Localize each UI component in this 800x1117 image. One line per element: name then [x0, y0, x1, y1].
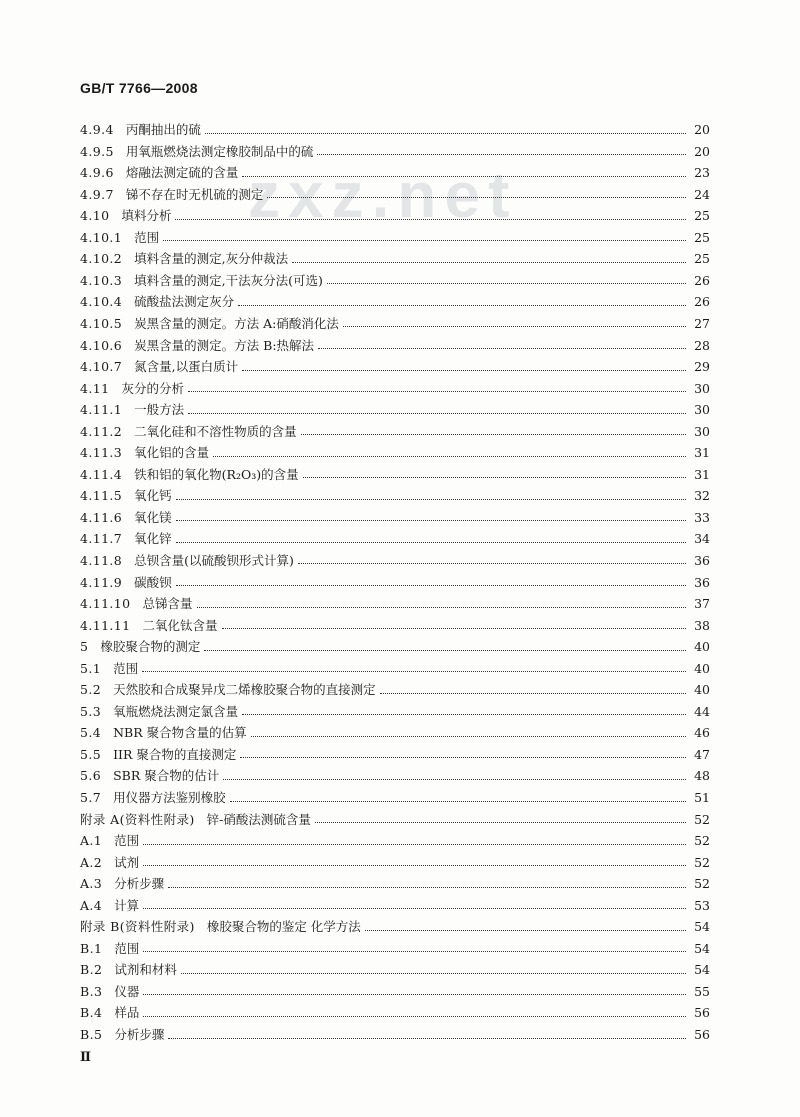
- dot-leader: [238, 305, 686, 306]
- toc-entry-title: 铁和铝的氧化物(R₂O₃)的含量: [134, 466, 299, 482]
- toc-entry[interactable]: [80, 632, 710, 654]
- toc-entry-page: 32: [694, 488, 710, 504]
- toc-entry-title: 填料含量的测定,干法灰分法(可选): [134, 272, 323, 288]
- toc-entry-title: 熔融法测定硫的含量: [125, 165, 239, 181]
- toc-entry-title: 锑不存在时无机硫的测定: [125, 186, 264, 202]
- toc-entry[interactable]: [80, 438, 710, 460]
- toc-entry-page: 37: [694, 596, 710, 612]
- toc-entry-title: 氮含量,以蛋白质计: [134, 359, 239, 375]
- toc-entry-page: 30: [694, 380, 710, 396]
- toc-entry[interactable]: [80, 697, 710, 719]
- toc-entry-title: 范围: [113, 660, 139, 676]
- toc-entry-title: SBR 聚合物的估计: [113, 768, 220, 784]
- toc-entry-page: 47: [694, 746, 710, 762]
- toc-entry[interactable]: [80, 223, 710, 245]
- toc-entry-page: 36: [694, 574, 710, 590]
- toc-entry-page: 53: [694, 897, 710, 913]
- toc-entry-page: 40: [694, 660, 710, 676]
- toc-entry-number: 4.11.10: [80, 596, 131, 612]
- toc-entry[interactable]: [80, 546, 710, 568]
- toc-entry-title: 二氧化硅和不溶性物质的含量: [134, 423, 297, 439]
- toc-entry-title: 计算: [114, 897, 140, 913]
- dot-leader: [240, 757, 686, 758]
- dot-leader: [242, 176, 686, 177]
- toc-entry-title: 分析步骤: [114, 1027, 165, 1043]
- toc-entry[interactable]: [80, 158, 710, 180]
- toc-entry-number: 4.11.8: [80, 552, 123, 568]
- toc-entry-page: 31: [694, 466, 710, 482]
- toc-entry-number: 附录 B(资料性附录): [80, 919, 195, 935]
- dot-leader: [315, 822, 686, 823]
- toc-entry[interactable]: [80, 481, 710, 503]
- toc-entry-title: 范围: [134, 229, 160, 245]
- toc-entry[interactable]: [80, 589, 710, 611]
- toc-entry[interactable]: [80, 137, 710, 159]
- toc-entry-number: 4.10: [80, 208, 110, 224]
- toc-entry-number: B.5: [80, 1027, 103, 1043]
- dot-leader: [168, 1038, 686, 1039]
- toc-entry[interactable]: [80, 955, 710, 977]
- toc-entry-title: 范围: [114, 940, 140, 956]
- toc-entry[interactable]: [80, 611, 710, 633]
- watermark: zxz.net: [248, 159, 518, 231]
- toc-entry-page: 54: [694, 962, 710, 978]
- dot-leader: [204, 650, 686, 651]
- toc-entry-title: 用仪器方法鉴别橡胶: [113, 790, 226, 805]
- toc-entry[interactable]: [80, 180, 710, 202]
- toc-entry-page: 52: [694, 854, 710, 870]
- dot-leader: [242, 714, 686, 715]
- toc-entry-title: 氧化锌: [134, 531, 172, 547]
- dot-leader: [317, 154, 686, 155]
- toc-entry[interactable]: [80, 761, 710, 783]
- toc-entry-title: NBR 聚合物含量的估算: [113, 725, 247, 741]
- toc-entry-page: 28: [694, 337, 710, 353]
- toc-entry-number: 4.11.1: [80, 402, 123, 418]
- toc-entry-number: 4.10.3: [80, 272, 123, 288]
- toc-entry[interactable]: [80, 287, 710, 309]
- toc-entry-page: 25: [694, 208, 710, 224]
- toc-entry-title: 二氧化钛含量: [142, 617, 218, 633]
- dot-leader: [251, 736, 686, 737]
- toc-entry-number: 5.2: [80, 682, 102, 698]
- dot-leader: [318, 348, 686, 349]
- toc-entry-page: 54: [694, 940, 710, 956]
- toc-entry-number: 4.11.3: [80, 445, 123, 461]
- page-number: Ⅱ: [80, 1050, 91, 1065]
- dot-leader: [143, 1016, 686, 1017]
- toc-entry-number: 4.11.9: [80, 574, 123, 590]
- toc-entry[interactable]: [80, 805, 710, 827]
- toc-entry[interactable]: [80, 826, 710, 848]
- toc-entry-number: 5.6: [80, 768, 102, 784]
- toc-entry-number: 4.9.5: [80, 143, 114, 159]
- toc-entry[interactable]: [80, 244, 710, 266]
- dot-leader: [327, 283, 686, 284]
- toc-entry-title: 范围: [114, 833, 140, 849]
- toc-entry-page: 38: [694, 617, 710, 633]
- toc-entry[interactable]: [80, 395, 710, 417]
- toc-entry-number: 5.1: [80, 660, 102, 676]
- toc-entry-number: 4.11.11: [80, 617, 131, 633]
- dot-leader: [230, 801, 686, 802]
- toc-entry-title: 炭黑含量的测定。方法 B:热解法: [134, 337, 315, 353]
- toc-entry-number: B.1: [80, 940, 103, 956]
- toc-entry-number: A.2: [80, 854, 103, 870]
- toc-entry-page: 34: [694, 531, 710, 547]
- toc-entry[interactable]: [80, 417, 710, 439]
- dot-leader: [143, 844, 686, 845]
- toc-entry-title: 用氧瓶燃烧法测定橡胶制品中的硫: [125, 143, 314, 159]
- toc-entry[interactable]: [80, 460, 710, 482]
- toc-entry-page: 36: [694, 552, 710, 568]
- toc-entry-title: 橡胶聚合物的鉴定 化学方法: [206, 919, 361, 935]
- dot-leader: [168, 887, 686, 888]
- toc-entry-page: 56: [694, 1005, 710, 1021]
- toc-entry[interactable]: [80, 934, 710, 956]
- toc-entry-page: 23: [694, 165, 710, 181]
- toc-entry-title: 试剂: [114, 854, 140, 870]
- toc-entry-number: 4.10.6: [80, 337, 123, 353]
- toc-entry[interactable]: [80, 524, 710, 546]
- toc-entry[interactable]: [80, 718, 710, 740]
- toc-entry-title: 锌-硝酸法测硫含量: [206, 811, 311, 827]
- toc-entry[interactable]: [80, 115, 710, 137]
- toc-entry-title: 硫酸盐法测定灰分: [134, 294, 235, 310]
- toc-entry-number: 5.5: [80, 746, 102, 762]
- toc-entry-number: A.1: [80, 833, 103, 849]
- toc-entry[interactable]: [80, 675, 710, 697]
- dot-leader: [175, 219, 686, 220]
- toc-entry-title: 试剂和材料: [114, 962, 177, 978]
- toc-entry-title: 灰分的分析: [121, 380, 184, 396]
- toc-entry[interactable]: [80, 374, 710, 396]
- toc-entry-number: 4.10.1: [80, 229, 123, 245]
- toc-entry[interactable]: [80, 783, 710, 805]
- toc-entry-page: 46: [694, 725, 710, 741]
- dot-leader: [163, 240, 686, 241]
- dot-leader: [188, 413, 686, 414]
- toc-entry-page: 29: [694, 359, 710, 375]
- toc-entry[interactable]: [80, 912, 710, 934]
- dot-leader: [176, 542, 686, 543]
- toc-entry-title: 氧化铝的含量: [134, 445, 210, 461]
- toc-entry-title: 天然胶和合成聚异戊二烯橡胶聚合物的直接测定: [113, 682, 376, 698]
- toc-entry-page: 25: [694, 251, 710, 267]
- toc-entry-page: 26: [694, 272, 710, 288]
- toc-entry-number: 4.10.7: [80, 359, 123, 375]
- toc-entry-number: 4.11.7: [80, 531, 123, 547]
- toc-entry-title: IIR 聚合物的直接测定: [113, 746, 237, 762]
- dot-leader: [267, 197, 686, 198]
- toc-entry-number: 5.7: [80, 790, 102, 805]
- dot-leader: [213, 456, 686, 457]
- toc-entry-number: 4.11.2: [80, 423, 123, 439]
- dot-leader: [181, 973, 686, 974]
- toc-entry-number: B.4: [80, 1005, 103, 1021]
- toc-entry-page: 56: [694, 1027, 710, 1043]
- toc-entry-title: 样品: [114, 1005, 140, 1021]
- toc-entry[interactable]: [80, 977, 710, 999]
- toc-entry-number: 附录 A(资料性附录): [80, 811, 195, 827]
- toc-entry-page: 55: [694, 983, 710, 999]
- toc-entry-page: 30: [694, 402, 710, 418]
- toc-entry-title: 橡胶聚合物的测定: [100, 639, 201, 655]
- dot-leader: [205, 133, 686, 134]
- dot-leader: [197, 607, 686, 608]
- dot-leader: [143, 951, 686, 952]
- toc-entry-number: 5.4: [80, 725, 102, 741]
- toc-entry-page: 52: [694, 833, 710, 849]
- toc-entry-title: 氧化镁: [134, 509, 172, 525]
- dot-leader: [380, 693, 686, 694]
- toc-entry-title: 碳酸钡: [134, 574, 172, 590]
- toc-entry-number: 4.9.6: [80, 165, 114, 181]
- toc-entry-number: 5: [80, 639, 89, 655]
- dot-leader: [298, 563, 686, 564]
- toc-entry-number: B.3: [80, 983, 103, 999]
- toc-entry-number: 4.11.4: [80, 466, 123, 482]
- dot-leader: [303, 477, 686, 478]
- toc-entry-title: 填料分析: [121, 208, 172, 224]
- toc-entry-page: 24: [694, 186, 710, 202]
- toc-entry-number: A.3: [80, 876, 103, 892]
- toc-entry[interactable]: [80, 848, 710, 870]
- toc-entry-page: 25: [694, 229, 710, 245]
- toc-entry-page: 54: [694, 919, 710, 935]
- toc-entry-page: 40: [694, 682, 710, 698]
- toc-entry-number: 5.3: [80, 703, 102, 719]
- toc-entry-page: 40: [694, 639, 710, 655]
- dot-leader: [301, 434, 686, 435]
- dot-leader: [292, 262, 686, 263]
- toc-entry-page: 26: [694, 294, 710, 310]
- toc-entry-title: 氧瓶燃烧法测定氯含量: [113, 703, 239, 719]
- toc-entry[interactable]: [80, 567, 710, 589]
- dot-leader: [188, 391, 686, 392]
- dot-leader: [365, 930, 686, 931]
- toc-entry[interactable]: [80, 330, 710, 352]
- toc-entry-title: 分析步骤: [114, 876, 165, 892]
- toc-entry-title: 总锑含量: [142, 596, 193, 612]
- toc-entry[interactable]: [80, 309, 710, 331]
- dot-leader: [143, 908, 686, 909]
- toc-entry-number: 4.10.2: [80, 251, 123, 267]
- toc-entry-title: 氧化钙: [134, 488, 172, 504]
- toc-entry-page: 52: [694, 811, 710, 827]
- toc-entry-page: 48: [694, 768, 710, 784]
- toc-entry-number: 4.9.7: [80, 186, 114, 202]
- toc-entry-page: 30: [694, 423, 710, 439]
- toc-entry[interactable]: [80, 201, 710, 223]
- toc-entry-page: 51: [694, 790, 710, 805]
- dot-leader: [143, 994, 686, 995]
- toc-entry-number: A.4: [80, 897, 103, 913]
- toc-entry-title: 丙酮抽出的硫: [125, 122, 201, 138]
- toc-entry-number: 4.9.4: [80, 122, 114, 138]
- toc-entry[interactable]: [80, 352, 710, 374]
- toc-entry-number: B.2: [80, 962, 103, 978]
- toc-entry[interactable]: [80, 503, 710, 525]
- toc-entry-title: 一般方法: [134, 402, 185, 418]
- toc-entry-number: 4.11.6: [80, 509, 123, 525]
- toc-entry-number: 4.11: [80, 380, 110, 396]
- toc-entry-page: 44: [694, 703, 710, 719]
- toc-entry-page: 52: [694, 876, 710, 892]
- dot-leader: [223, 779, 686, 780]
- toc-entry-number: 4.10.4: [80, 294, 123, 310]
- toc-entry-page: 20: [694, 143, 710, 159]
- toc-entry-number: 4.11.5: [80, 488, 123, 504]
- toc-entry-title: 仪器: [114, 983, 140, 999]
- toc-entry[interactable]: [80, 869, 710, 891]
- toc-entry-title: 总钡含量(以硫酸钡形式计算): [134, 552, 294, 568]
- toc-entry[interactable]: [80, 998, 710, 1020]
- table-of-contents: [80, 115, 710, 1042]
- toc-entry[interactable]: [80, 891, 710, 913]
- toc-entry-title: 炭黑含量的测定。方法 A:硝酸消化法: [134, 315, 339, 331]
- toc-entry-title: 填料含量的测定,灰分仲裁法: [134, 251, 289, 267]
- toc-entry-number: 4.10.5: [80, 315, 123, 331]
- toc-entry[interactable]: [80, 1020, 710, 1042]
- dot-leader: [142, 671, 686, 672]
- dot-leader: [143, 865, 686, 866]
- dot-leader: [176, 585, 686, 586]
- standard-code: GB/T 7766—2008: [80, 80, 198, 96]
- toc-entry-page: 20: [694, 122, 710, 138]
- dot-leader: [343, 326, 686, 327]
- toc-entry-page: 31: [694, 445, 710, 461]
- toc-entry[interactable]: [80, 740, 710, 762]
- toc-entry[interactable]: [80, 266, 710, 288]
- dot-leader: [222, 628, 686, 629]
- dot-leader: [242, 370, 686, 371]
- toc-entry-page: 33: [694, 509, 710, 525]
- toc-entry-page: 27: [694, 315, 710, 331]
- toc-entry[interactable]: [80, 654, 710, 676]
- dot-leader: [176, 520, 686, 521]
- dot-leader: [176, 499, 686, 500]
